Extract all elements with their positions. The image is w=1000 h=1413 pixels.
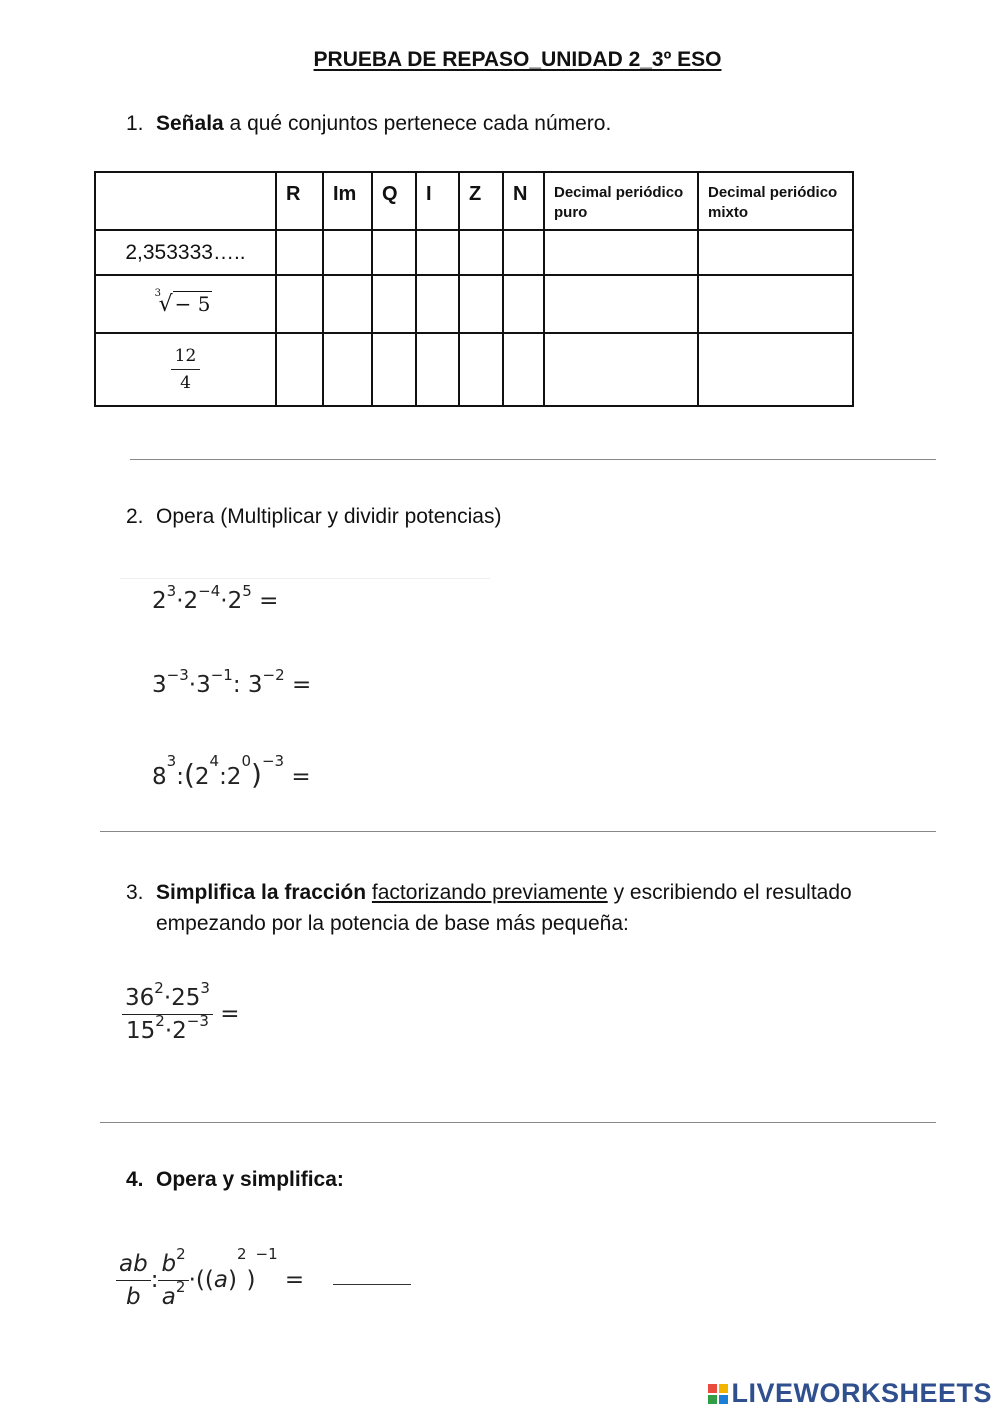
liveworksheets-logo — [708, 1378, 992, 1409]
answer-cell[interactable] — [372, 230, 416, 275]
header-periodic-mixed: Decimal periódico mixto — [698, 172, 853, 230]
expression-4: $\frac{36^2\cdot 25^3}{15^2\cdot 2^{-3}}$ = — [122, 985, 240, 1044]
answer-cell[interactable] — [503, 333, 544, 406]
answer-cell[interactable] — [372, 275, 416, 333]
expression-5: $\frac{ab}{b}$ : $\frac{b^2}{a^2}$ $\cdot((a)^2)^{-1}$ = — [116, 1251, 304, 1310]
answer-cell[interactable] — [276, 333, 323, 406]
answer-cell[interactable] — [459, 230, 503, 275]
faint-line — [120, 578, 490, 579]
question-2 — [126, 505, 501, 529]
question-1 — [126, 112, 611, 136]
question-4 — [126, 1168, 344, 1192]
question-2-number: 2. — [126, 505, 144, 528]
expression-3: $8^3:(2^4:2^0)^{-3}$ = — [152, 752, 311, 791]
question-3-text-1: y escribiendo el resultado — [607, 881, 852, 904]
table-row — [95, 275, 853, 333]
fraction-denominator: 4 — [180, 373, 191, 393]
question-3 — [126, 877, 852, 939]
answer-cell[interactable] — [372, 333, 416, 406]
answer-cell[interactable] — [544, 230, 698, 275]
liveworksheets-logo-icon — [708, 1380, 728, 1400]
header-r: R — [276, 172, 323, 230]
expression-1: $2^3\cdot 2^{-4}\cdot 2^5$ = — [152, 582, 279, 614]
question-1-bold: Señala — [156, 112, 224, 135]
page-title: PRUEBA DE REPASO_UNIDAD 2_3º ESO — [313, 48, 722, 71]
question-4-text: Opera y simplifica: — [156, 1168, 344, 1191]
answer-cell[interactable] — [459, 275, 503, 333]
row-label-radical — [95, 275, 276, 333]
fraction-numerator: 12 — [171, 346, 201, 370]
question-1-text: a qué conjuntos pertenece cada número. — [223, 112, 612, 135]
header-i: I — [416, 172, 459, 230]
radical-content: − 5 — [174, 291, 211, 316]
sets-table — [94, 171, 854, 407]
answer-cell[interactable] — [544, 275, 698, 333]
answer-cell[interactable] — [416, 230, 459, 275]
liveworksheets-logo-text: LIVEWORKSHEETS — [731, 1378, 992, 1408]
header-periodic-pure: Decimal periódico puro — [544, 172, 698, 230]
answer-cell[interactable] — [276, 230, 323, 275]
answer-cell[interactable] — [323, 230, 372, 275]
question-2-text: Opera (Multiplicar y dividir potencias) — [156, 505, 502, 528]
answer-cell[interactable] — [503, 230, 544, 275]
answer-cell[interactable] — [544, 333, 698, 406]
divider — [100, 831, 936, 832]
answer-cell[interactable] — [323, 333, 372, 406]
question-3-underlined: factorizando previamente — [371, 881, 608, 904]
header-z: Z — [459, 172, 503, 230]
divider — [100, 1122, 936, 1123]
answer-cell[interactable] — [416, 333, 459, 406]
question-3-bold: Simplifica la fracción — [156, 881, 367, 904]
radical-sign: √ — [158, 291, 173, 317]
answer-cell[interactable] — [416, 275, 459, 333]
header-im: Im — [323, 172, 372, 230]
question-3-number: 3. — [126, 881, 144, 904]
answer-line[interactable] — [333, 1284, 411, 1285]
answer-cell[interactable] — [276, 275, 323, 333]
table-header-row — [95, 172, 853, 230]
answer-cell[interactable] — [698, 230, 853, 275]
divider — [130, 459, 936, 460]
question-3-text-2: empezando por la potencia de base más pequeña: — [156, 912, 629, 935]
answer-cell[interactable] — [698, 333, 853, 406]
header-q: Q — [372, 172, 416, 230]
answer-cell[interactable] — [459, 333, 503, 406]
radical-index: 3 — [154, 287, 161, 299]
answer-cell[interactable] — [503, 275, 544, 333]
question-1-number: 1. — [126, 112, 144, 135]
row-label-decimal: 2,353333….. — [95, 230, 276, 275]
question-4-number: 4. — [126, 1168, 144, 1191]
header-empty — [95, 172, 276, 230]
table-row — [95, 230, 853, 275]
header-n: N — [503, 172, 544, 230]
answer-cell[interactable] — [698, 275, 853, 333]
row-label-fraction — [95, 333, 276, 406]
expression-2: $3^{-3}\cdot 3^{-1}$: $3^{-2}$ = — [152, 666, 312, 698]
table-row — [95, 333, 853, 406]
answer-cell[interactable] — [323, 275, 372, 333]
